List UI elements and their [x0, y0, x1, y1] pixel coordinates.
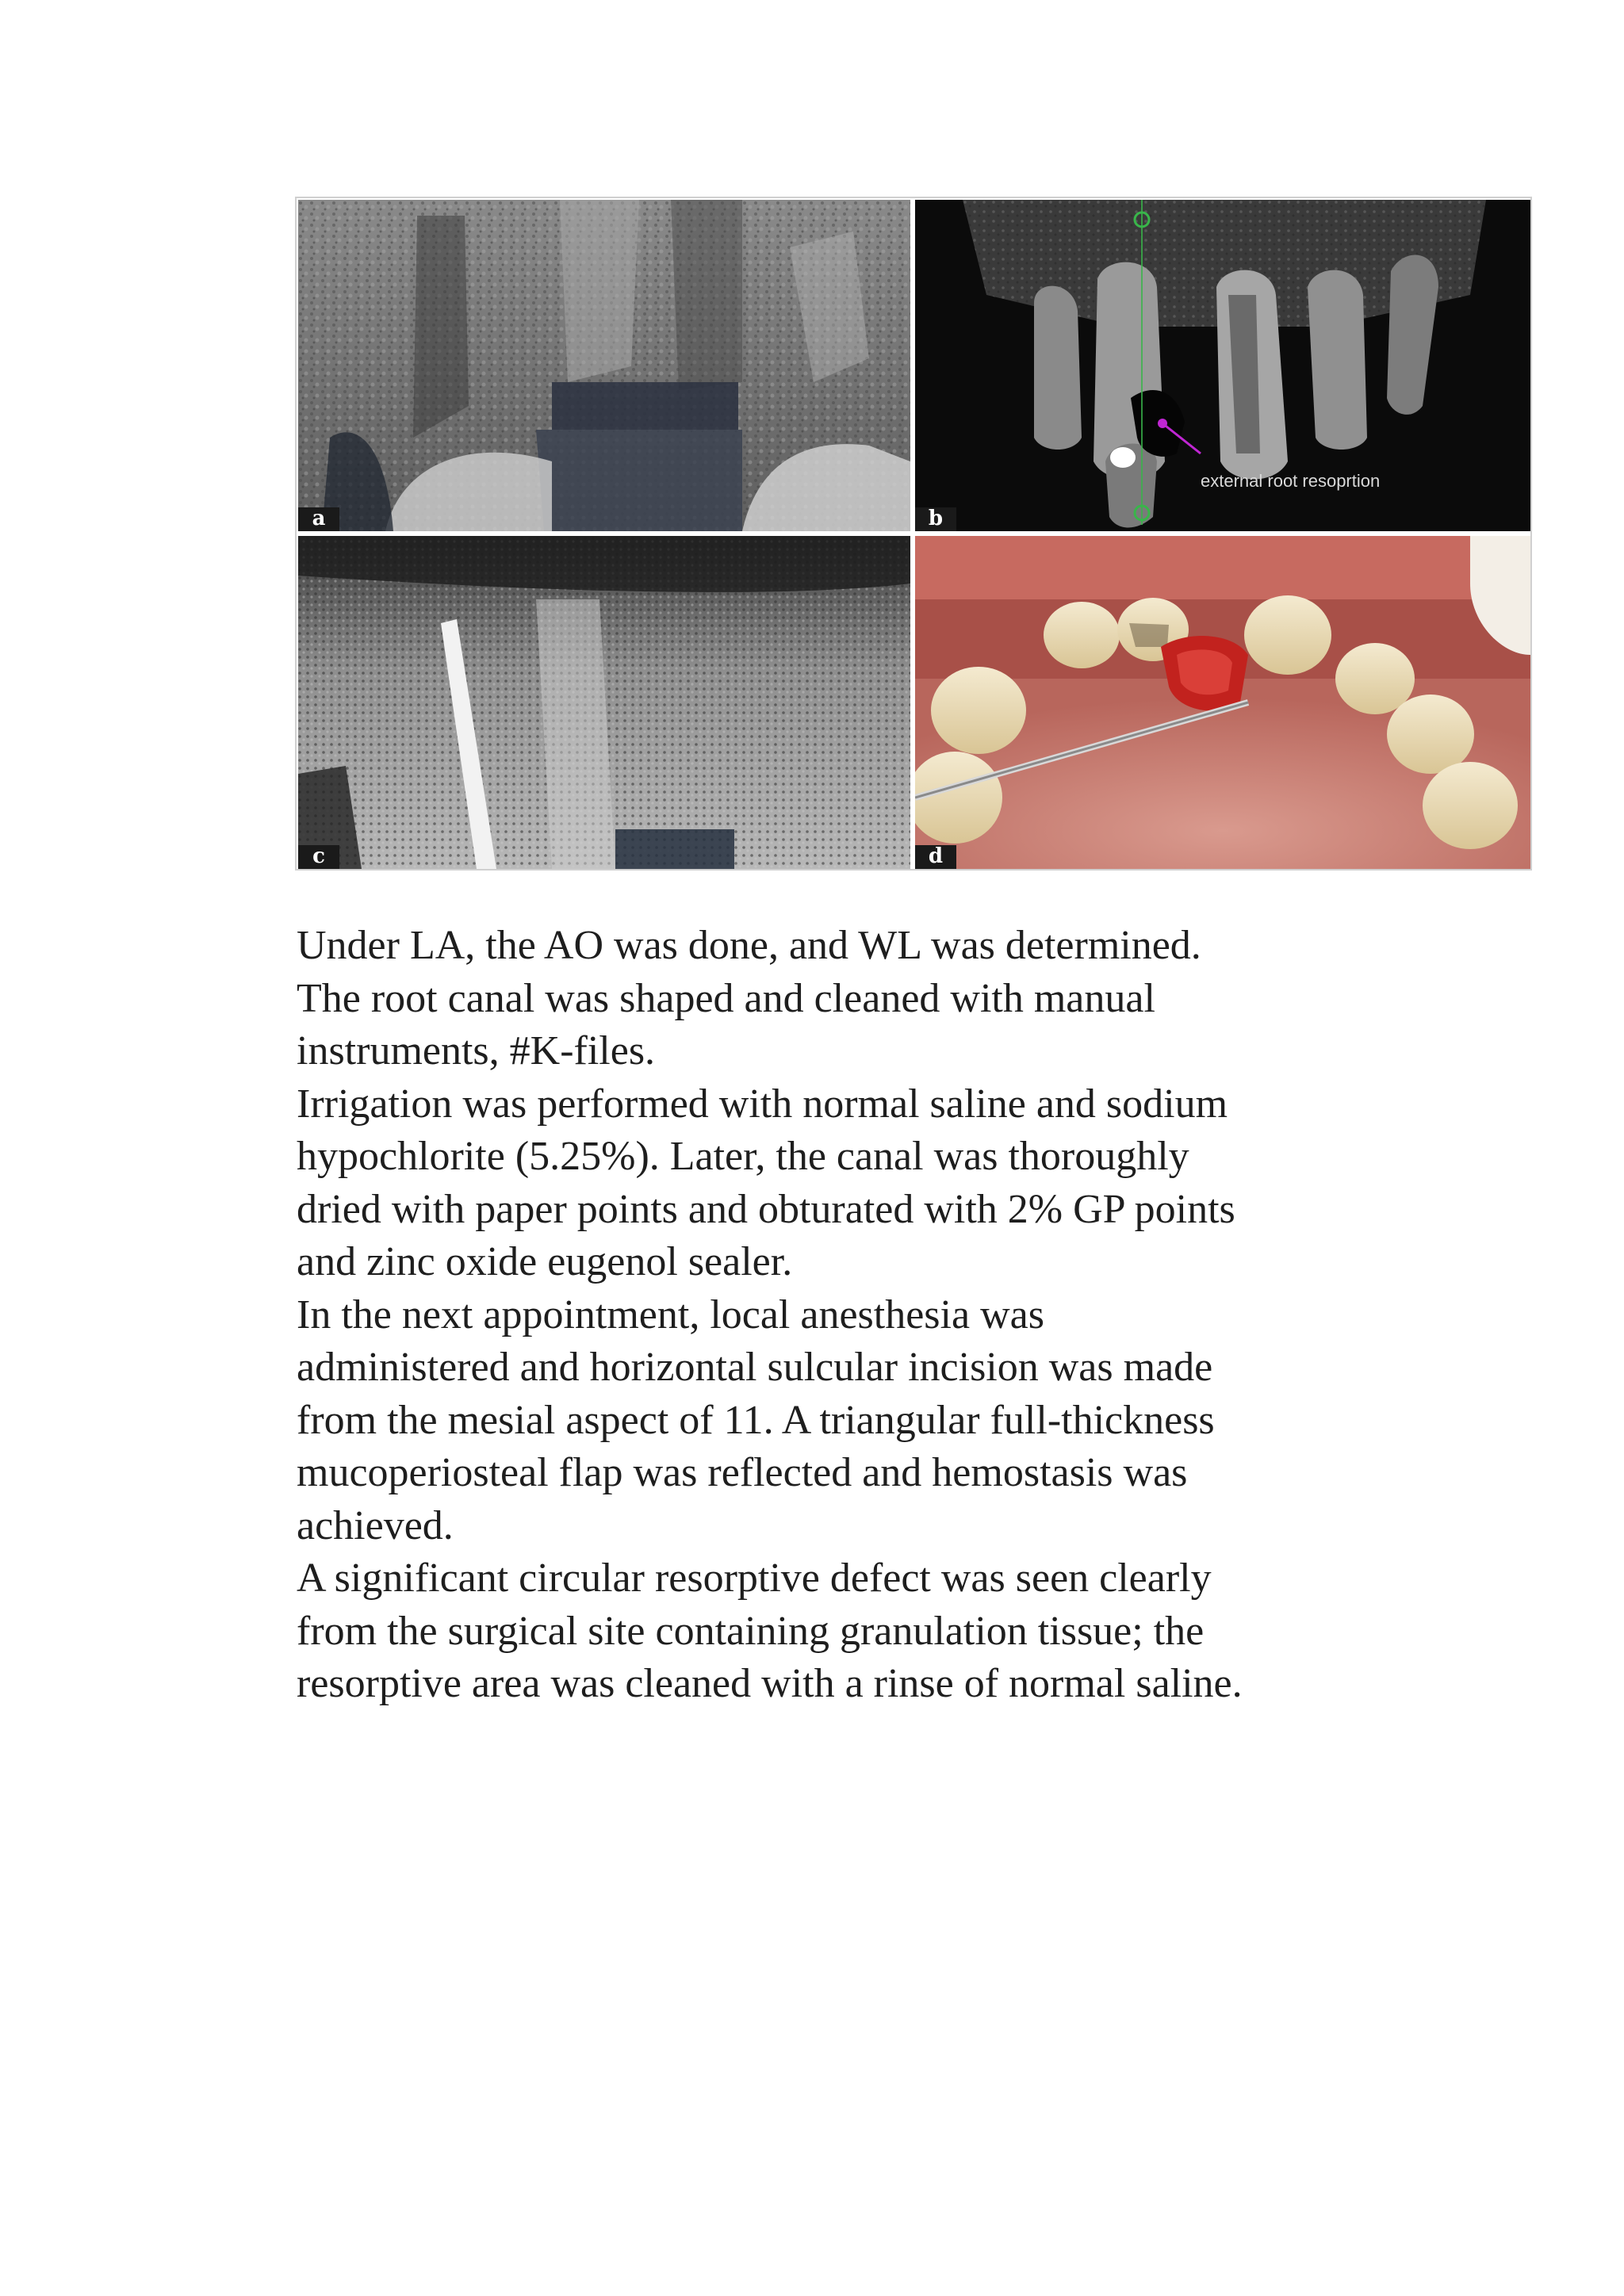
cbct-panel-b [915, 200, 1530, 531]
case-description [297, 920, 1486, 1711]
radiograph-panel-c [298, 536, 910, 869]
text-line: from the surgical site containing granulation tissue; the [297, 1608, 1205, 1654]
cbct-image-b [915, 200, 1530, 531]
text-line: instruments, #K-files. [297, 1028, 656, 1073]
text-line: from the mesial aspect of 11. A triangular full-thickness [297, 1397, 1215, 1443]
panel-label-b: b [915, 507, 956, 531]
clinical-photo-panel-d [915, 536, 1530, 869]
radiograph-image-c [298, 536, 910, 869]
text-line: administered and horizontal sulcular incision was made [297, 1345, 1213, 1390]
text-line: A significant circular resorptive defect was seen clearly [297, 1556, 1212, 1601]
text-line: Irrigation was performed with normal saline and sodium [297, 1081, 1228, 1127]
panel-label-a: a [298, 507, 339, 531]
clinical-photo-d [915, 536, 1530, 869]
text-line: In the next appointment, local anesthesia was [297, 1292, 1044, 1337]
panel-label-c: c [298, 845, 339, 869]
panel-label-d: d [915, 845, 956, 869]
radiograph-panel-a [298, 200, 910, 531]
text-line: mucoperiosteal flap was reflected and hemostasis was [297, 1450, 1188, 1495]
text-line: dried with paper points and obturated with 2% GP points [297, 1186, 1235, 1232]
text-line: Under LA, the AO was done, and WL was determined. [297, 923, 1201, 968]
text-line: achieved. [297, 1502, 454, 1548]
radiograph-image-a [298, 200, 910, 531]
clinical-figure [295, 197, 1532, 871]
text-line: The root canal was shaped and cleaned with manual [297, 975, 1155, 1021]
text-line: and zinc oxide eugenol sealer. [297, 1239, 793, 1284]
text-line: resorptive area was cleaned with a rinse of normal saline. [297, 1661, 1243, 1706]
text-line: hypochlorite (5.25%). Later, the canal was thoroughly [297, 1134, 1189, 1179]
cbct-annotation: external root resoprtion [1201, 471, 1381, 491]
